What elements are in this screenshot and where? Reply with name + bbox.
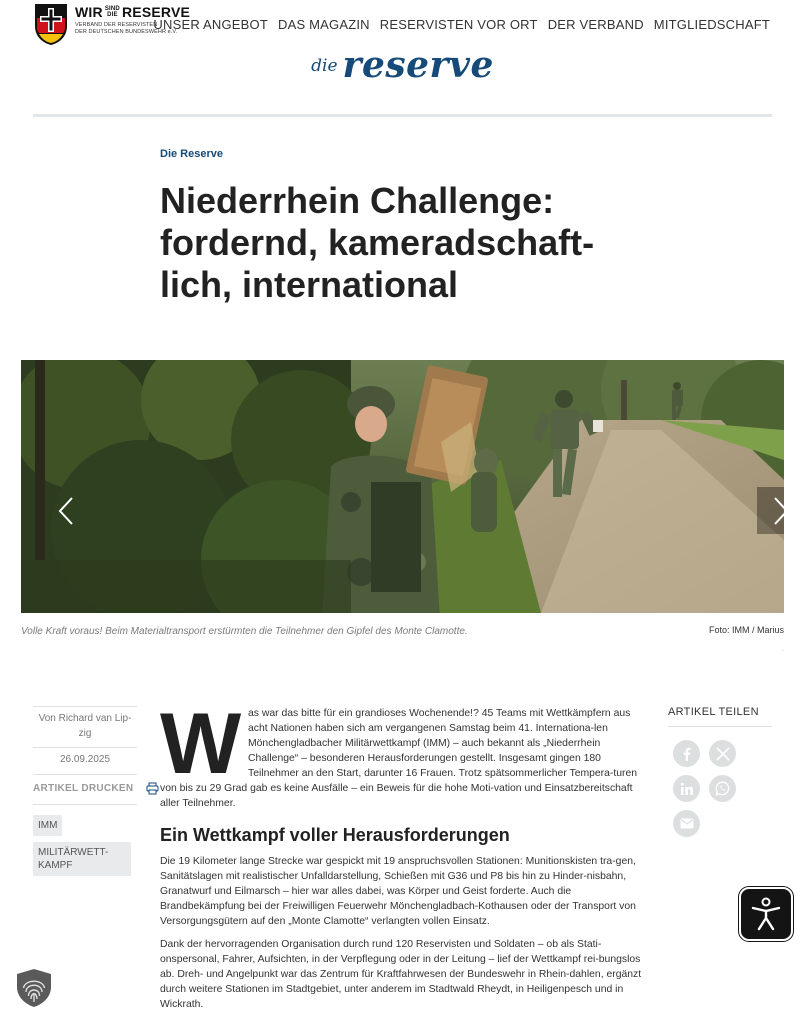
article-date: 26.09.2025 <box>33 747 137 774</box>
tag-line-1: MILITÄRWETT- <box>38 847 109 858</box>
chevron-left-icon <box>57 496 75 526</box>
article-paragraph-2: Dank der hervorragenden Organisation durch rund 120 Reservisten und Soldaten – ob als Stati-onspersonal, Fahrer, Aufsichten, in der Verpflegung oder in der Leitung – lief der Wettkampf rei-bungslos ab. Dreh- und Angelpunkt war das Zentrum für Kraftfahrwesen der Bundeswehr in Rhein-dahlen, ergänzt durch weitere Stationen im Stadtgebiet, unter anderem im Stadtwald Rheydt, in Heiligenpesch und in Wickrath. <box>160 939 642 1010</box>
logo-word-wir: WIR <box>75 4 103 20</box>
title-line-3: lich, international <box>160 264 459 305</box>
slider-next-button[interactable] <box>757 487 784 534</box>
fingerprint-shield-icon <box>15 968 53 1008</box>
share-whatsapp-button[interactable] <box>709 775 736 802</box>
share-linkedin-button[interactable] <box>673 775 700 802</box>
logo-subline-1: VERBAND DER RESERVISTEN <box>75 22 158 28</box>
article-category[interactable]: Die Reserve <box>160 148 223 160</box>
nav-der-verband[interactable]: DER VERBAND <box>547 17 644 32</box>
print-label: ARTIKEL DRUCKEN <box>33 783 134 794</box>
title-line-1: Niederrhein Challenge: <box>160 180 555 221</box>
x-icon <box>716 747 730 761</box>
logo-word-die: DIE <box>107 12 118 18</box>
nav-das-magazin[interactable]: DAS MAGAZIN <box>278 17 370 32</box>
email-icon <box>680 818 694 829</box>
brand-reserve: reserve <box>342 44 494 86</box>
author-line-1: Von Richard van Lip- <box>38 713 132 724</box>
credit-mark: . <box>782 646 784 653</box>
tag-militaerwettkampf[interactable] <box>33 842 131 876</box>
facebook-icon <box>680 747 694 761</box>
logo-word-sind: SIND <box>104 6 120 12</box>
linkedin-icon <box>680 782 694 796</box>
nav-unser-angebot[interactable]: UNSER ANGEBOT <box>153 17 268 32</box>
tag-imm[interactable]: IMM <box>33 815 62 836</box>
slider-previous-button[interactable] <box>42 487 89 534</box>
article-meta <box>33 706 137 876</box>
drop-cap: W <box>160 696 242 792</box>
accessibility-person-icon <box>748 896 784 932</box>
brand-die: die <box>311 56 338 76</box>
image-caption: Volle Kraft voraus! Beim Materialtransport erstürmten die Teilnehmer den Gipfel des Monte Clamotte. <box>21 626 468 637</box>
chevron-right-icon <box>772 496 785 526</box>
article-title <box>160 180 680 306</box>
main-navigation <box>153 17 770 32</box>
article-author[interactable] <box>33 706 137 747</box>
eagle-shield-icon <box>33 2 69 46</box>
header-divider <box>33 114 772 117</box>
image-credit: Foto: IMM / Marius <box>708 625 784 635</box>
privacy-settings-button[interactable] <box>15 968 53 1008</box>
hero-photo <box>21 360 784 613</box>
logo-word-reserve: RESERVE <box>121 4 191 20</box>
share-panel <box>668 706 772 837</box>
whatsapp-icon <box>715 781 730 796</box>
tag-line-2: KAMPF <box>38 860 73 871</box>
share-facebook-button[interactable] <box>673 740 700 767</box>
article-paragraph-1: Die 19 Kilometer lange Strecke war gespickt mit 19 anspruchsvollen Stationen: Munitionskisten tra-gen, Sanitätslagen mit realistischer Unfalldarstellung, Schießen mit G36 und P8 bis hin zu Hinder-nisbahn, Granatwurf und Eilmarsch – hier war alles dabei, was Körper und Geist forderte. Auch die Brandbekämpfung bei der Freiwilligen Feuerwehr Mönchengladbach-Kothausen oder der Transport von Versorgungsgütern auf den „Monte Clamotte“ verlangten vollen Einsatz. <box>160 856 636 927</box>
print-article-button[interactable] <box>33 774 137 805</box>
share-title: ARTIKEL TEILEN <box>668 706 772 727</box>
share-email-button[interactable] <box>673 810 700 837</box>
article-hero-image <box>21 360 784 613</box>
article-subheading: Ein Wettkampf voller Herausforderungen <box>160 825 510 845</box>
accessibility-button[interactable] <box>739 887 793 941</box>
printer-icon <box>146 782 159 795</box>
title-line-2: fordernd, kameradschaft- <box>160 222 595 263</box>
magazine-brand[interactable] <box>0 44 805 86</box>
logo-subline-2: DER DEUTSCHEN BUNDESWEHR e.V. <box>75 29 178 35</box>
nav-reservisten-vor-ort[interactable]: RESERVISTEN VOR ORT <box>379 17 538 32</box>
author-line-2: zig <box>78 728 92 739</box>
nav-mitgliedschaft[interactable]: MITGLIEDSCHAFT <box>653 17 770 32</box>
article-lead: as war das bitte für ein grandioses Wochenende!? 45 Teams mit Wettkämpfern aus acht Nationen haben sich am vergangenen Samstag beim 41. Internationa-len Mönchengladbacher Militärwettkampf (IMM) – auch bekannt als „Niederrhein Challenge“ – besonderen Herausforderungen gestellt. Insgesamt gingen 180 Teilnehmer an den Start, darunter 16 Frauen. Trotz spätsommerlicher Tempera-turen von bis zu 29 Grad gab es keine Ausfälle – ein Beweis für die hohe Moti-vation und Einsatzbereitschaft aller Teilnehmer. <box>160 708 638 809</box>
share-x-button[interactable] <box>709 740 736 767</box>
article-body <box>160 696 644 1012</box>
